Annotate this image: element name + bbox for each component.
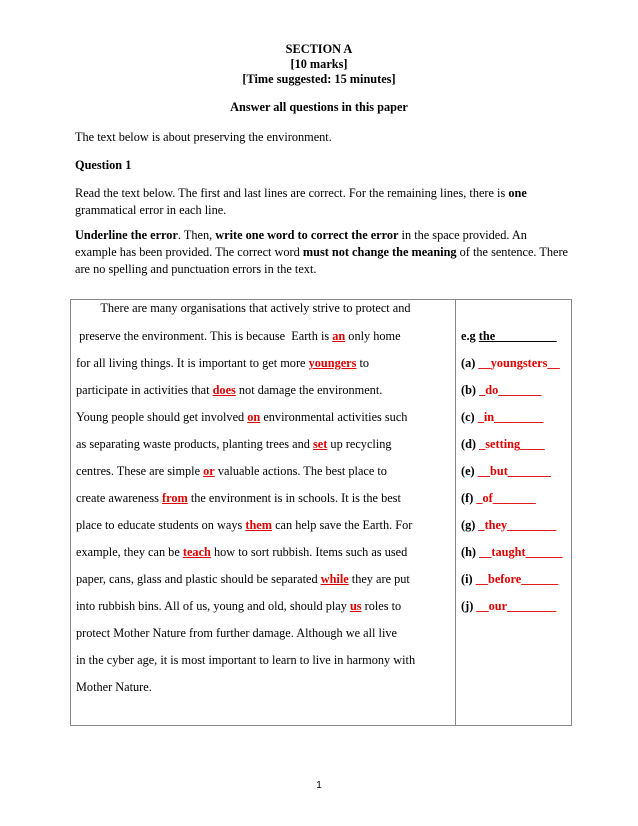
passage-text: they are put: [348, 572, 410, 586]
passage-text: participate in activities that: [76, 383, 213, 397]
instructions-paragraph-1: [75, 185, 570, 219]
passage-text: example, they can be: [76, 545, 183, 559]
answer-item: [461, 491, 536, 506]
error-word: does: [212, 383, 236, 397]
passage-text: for all living things. It is important to get more: [76, 356, 309, 370]
passage-text: preserve the environment. This is because Earth is: [76, 329, 333, 343]
answer-item: [461, 464, 551, 479]
para2-text-f: of the sentence. There are no spelling and punctuation errors in the text.: [75, 245, 568, 276]
passage-line: [76, 329, 401, 344]
answer-value: _they________: [478, 518, 557, 532]
passage-text: valuable actions. The best place to: [214, 464, 387, 478]
passage-line: [76, 572, 410, 587]
answer-value: __our________: [476, 599, 557, 613]
passage-text: create awareness: [76, 491, 163, 505]
section-title: SECTION A: [285, 42, 353, 56]
answer-item: [461, 572, 558, 587]
answer-label: (j): [461, 599, 477, 613]
passage-text: roles to: [361, 599, 402, 613]
passage-text: place to educate students on ways: [76, 518, 246, 532]
passage-text: into rubbish bins. All of us, young and old, should play: [76, 599, 350, 613]
answer-value: __taught______: [479, 545, 563, 559]
passage-text: up recycling: [327, 437, 392, 451]
passage-line: [76, 410, 407, 425]
time-label: [Time suggested: 15 minutes]: [242, 72, 396, 86]
answer-value: _do_______: [479, 383, 542, 397]
answer-item: [461, 545, 562, 560]
passage-line: [76, 653, 415, 668]
error-word: set: [313, 437, 328, 451]
answer-item: [461, 410, 543, 425]
answer-label: (a): [461, 356, 479, 370]
passage-text: There are many organisations that actively strive to protect and: [76, 301, 411, 315]
passage-line: [76, 383, 382, 398]
passage-line: [76, 491, 401, 506]
passage-text: in the cyber age, it is most important to learn to live in harmony with: [76, 653, 416, 667]
answer-label: (e): [461, 464, 478, 478]
passage-text: only home: [345, 329, 401, 343]
example-answer: [461, 329, 557, 344]
answer-label: (g): [461, 518, 479, 532]
passage-line: [76, 356, 369, 371]
passage-text: how to sort rubbish. Items such as used: [210, 545, 408, 559]
instructions-paragraph-2: [75, 227, 570, 278]
passage-text: not damage the environment.: [235, 383, 383, 397]
passage-line: [76, 437, 392, 452]
passage-line: [76, 518, 412, 533]
passage-line: [76, 545, 407, 560]
passage-line: [76, 680, 152, 695]
para2-text-e: must not change the meaning: [302, 245, 457, 259]
answer-item: [461, 437, 545, 452]
passage-text: the environment is in schools. It is the best: [187, 491, 401, 505]
answer-value: _setting____: [479, 437, 545, 451]
para2-text-a: Underline the error: [75, 228, 178, 242]
para2-text-d: in the space provided. An example has been provided. The correct word: [75, 228, 527, 259]
answer-item: [461, 356, 560, 371]
answer-value: _of_______: [476, 491, 536, 505]
answer-label: (b): [461, 383, 480, 397]
passage-text: can help save the Earth. For: [272, 518, 413, 532]
para2-text-c: write one word to correct the error: [215, 228, 399, 242]
question-title: Question 1: [75, 158, 132, 172]
para1-text-a: Read the text below. The first and last lines are correct. For the remaining lines, there is: [75, 186, 509, 200]
instruction-heading: Answer all questions in this paper: [230, 100, 408, 114]
marks-label: [10 marks]: [290, 57, 348, 71]
passage-line: [76, 464, 387, 479]
intro-text: The text below is about preserving the environment.: [75, 130, 332, 144]
table-column-divider: [455, 299, 456, 726]
example-word: the__________: [478, 329, 557, 343]
passage-line: [76, 599, 401, 614]
answer-label: (i): [461, 572, 476, 586]
error-word: on: [247, 410, 261, 424]
error-word: teach: [182, 545, 211, 559]
answer-item: [461, 599, 556, 614]
answer-item: [461, 383, 541, 398]
passage-text: protect Mother Nature from further damage. Although we all live: [76, 626, 397, 640]
error-word: from: [162, 491, 188, 505]
error-word: while: [320, 572, 349, 586]
answer-item: [461, 518, 556, 533]
error-word: or: [203, 464, 215, 478]
error-word: them: [245, 518, 273, 532]
answer-value: _in________: [477, 410, 544, 424]
passage-text: environmental activities such: [260, 410, 408, 424]
error-word: us: [349, 599, 362, 613]
passage-line: [76, 301, 411, 316]
answer-value: __youngsters__: [478, 356, 560, 370]
passage-text: to: [356, 356, 370, 370]
answer-label: (d): [461, 437, 480, 451]
para1-text-b: one: [508, 186, 527, 200]
para2-text-b: . Then,: [177, 228, 216, 242]
answer-label: (f): [461, 491, 477, 505]
answer-value: __but_______: [477, 464, 551, 478]
passage-text: centres. These are simple: [76, 464, 204, 478]
answer-value: __before______: [475, 572, 559, 586]
error-word: an: [332, 329, 346, 343]
passage-line: [76, 626, 397, 641]
passage-text: as separating waste products, planting trees and: [76, 437, 313, 451]
page-number: 1: [316, 780, 322, 791]
para1-text-c: grammatical error in each line.: [75, 203, 227, 217]
passage-text: Mother Nature.: [76, 680, 152, 694]
answer-label: (h): [461, 545, 480, 559]
passage-text: paper, cans, glass and plastic should be separated: [76, 572, 321, 586]
answer-label: (c): [461, 410, 478, 424]
passage-text: Young people should get involved: [76, 410, 248, 424]
error-word: youngers: [308, 356, 357, 370]
example-label: e.g: [461, 329, 479, 343]
